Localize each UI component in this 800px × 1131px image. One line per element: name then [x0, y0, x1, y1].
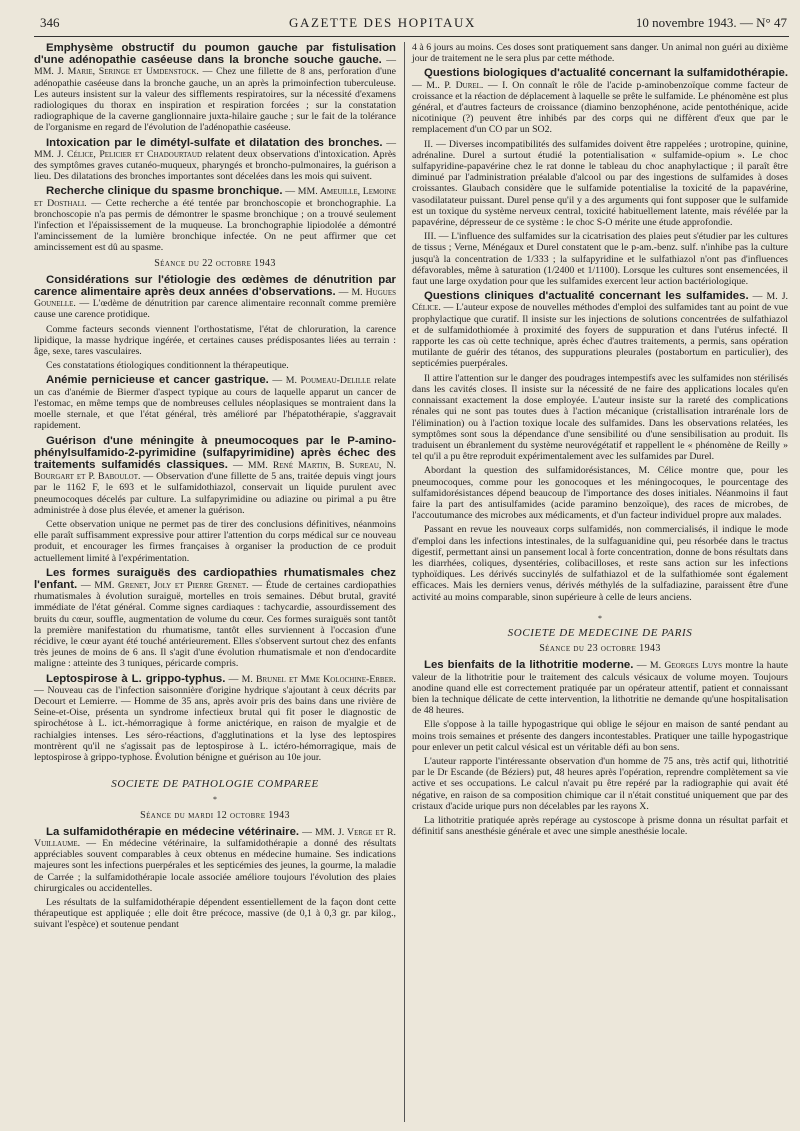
seance-heading: Séance du 22 octobre 1943	[154, 257, 276, 269]
section-heading: SOCIETE DE MEDECINE DE PARIS	[507, 626, 693, 639]
article-title: La sulfamidothérapie en médecine vétérinaire.	[46, 825, 300, 838]
article-body: En médecine vétérinaire, la sulfamidothérapie a donné des résultats appréciables souvent comparables à ceux obtenus en médecine humaine. Ses indications majeures sont les infections puerpérales et les septicémies des jeunes, la gourme, la maladie de Carrée ; la sulfamidothérapie locale associée améliore toujours l'évolution des plaies chirurgicales ou accidentelles.	[34, 838, 397, 894]
journal-title: GAZETTE DES HOPITAUX	[289, 15, 476, 30]
page-header	[34, 12, 789, 37]
ornament-star: *	[598, 613, 602, 623]
article-paragraph: Ces constatations étiologiques conditionnent la thérapeutique.	[46, 360, 289, 372]
article-spasme: Recherche clinique du spasme bronchique. — MM. Ameuille, Lemoine et Dosthali. — Cette recherche a été tentée par bronchoscopie et bronchographie. La bronchoscopie n'a pas permis de démontrer le spasme bronchique ; on a trouvé seulement l'infection et l'épaississement de la muqueuse. La bronchographie lipiodolée a démontré l'amincissement de la lumière bronchique infectée. On ne peut affirmer que cet amincissement est dû au spasme.	[34, 185, 396, 254]
article-authors: M. Poumeau-Delille	[285, 375, 371, 387]
article-questions-cliniques: Questions cliniques d'actualité concernant les sulfamides. — M. J. Célice. — L'auteur expose de nouvelles méthodes d'emploi des sulfamides tant au point de vue prophylactique que curatif. Il insiste sur les injections de solutions concentrées de sulfathiazol et de sulfamidothiomée à proximité des foyers de suppuration et dans l'utérus infecté. Il rapporte les cas où cette technique, après échec d'autres traitements, a permis, sans opération mutilante de guérir des tétanos, des suppurations pleurales (postabortum en particulier), des septicémies puerpérales.	[412, 290, 788, 370]
article-body: Nouveau cas de l'infection saisonnière d'origine hydrique s'ajoutant à ceux décrits par Decourt et Lemierre. — Homme de 35 ans, après avoir pris des bains dans une rivière de Seine-et-Oise, présenta un syndrome infectieux brutal qui fit poser le diagnostic de spirochétose à L. ict.-hémorragique à forme anictérique, en raison de myalgie et de rachialgies intenses. Les séro-réactions, d'agglutinations et la lyse des leptospires montrèrent qu'il ne s'agissait pas de leptospirose à L. ictéro-hémorragique, mais de leptospirose à grippo-typhose. Évolution bénigne et guérison au 10e jour.	[34, 684, 396, 763]
article-title: Recherche clinique du spasme bronchique.	[46, 185, 283, 198]
article-authors: MM. René Martin, B. Sureau, N. Bourgart et P. Baboulot.	[34, 459, 396, 483]
article-paragraph: L'auteur rapporte l'intéressante observation d'un homme de 75 ans, très actif qui, lithotritié par le Dr Escande (de Béziers) put, 48 heures après l'opération, reprendre complètement sa vie active et ses occupations. Le calcul n'avait pu être repéré par la radiographie qui avait été négative, en raison de sa composition chimique car il n'était constitué uniquement que par des cristaux d'acide urique purs non décelables par les rayons X.	[412, 755, 788, 812]
article-title: Considérations sur l'étiologie des œdèmes de dénutrition par carence alimentaire après deux années d'observations.	[34, 273, 396, 299]
article-lithotritie: Les bienfaits de la lithotritie moderne. — M. Georges Luys montre la haute valeur de la lithotritie pour le traitement des calculs vésicaux de volume moyen. Toujours anodine quand elle est correctement pratiquée par un opérateur attentif, patient et connaissant bien la technique délicate de cette intervention, la lithotritie ne demande qu'une hospitalisation de 48 heures.	[412, 659, 788, 717]
article-anemie: Anémie pernicieuse et cancer gastrique. — M. Poumeau-Delille relate un cas d'anémie de Biermer d'aspect typique au cours de laquelle apparut un cancer de l'estomac, en même temps que de nombreuses cellules néoplasiques se montraient dans la moelle sternale, et que l'état général, très amélioré par l'hépatothérapie, s'aggravait rapidement.	[34, 374, 396, 432]
article-body: Chez une fillette de 8 ans, perforation d'une adénopathie caséeuse dans la bronche gauche, un an après la primoinfection tuberculeuse. Les auteurs insistent sur la valeur des sifflements respiratoires, sur la nécessité d'examens radiologiques du thorax en inspiration et respiration forcées ; sur la constatation radiographique de la caverne ganglionnaire juxta-hilaire gauche ; sur le fait de la tolérance de l'organisme en regard de l'évolution de l'adénopathie caséeuse.	[34, 66, 396, 134]
article-title: Leptospirose à L. grippo-typhus.	[46, 672, 226, 685]
article-body: montre la haute valeur de la lithotritie pour le traitement des calculs vésicaux de volume moyen. Toujours anodine quand elle est correctement pratiquée par un opérateur attentif, patient et connaissant bien la technique délicate de cette intervention, la lithotritie ne demande qu'une hospitalisation de 48 heures.	[412, 660, 788, 717]
article-authors: MM. J. Marie, Seringe et Umdenstock.	[34, 66, 199, 78]
article-body: I. On connaît le rôle de l'acide p-aminobenzoïque comme facteur de croissance et la réaction de déplacement à laquelle se prête le sulfamide. Le phénomène est plus général, et d'autres facteurs de croissance (diamino benzophénone, acide pentothénique, acide nicotinique (?) peuvent être inhibés par des corps qui ne diffèrent d'eux que par le remplacement d'un CO par un SO2.	[412, 79, 788, 136]
article-body: relatent deux observations d'intoxication. Après des symptômes graves cutanéo-muqueux, pharyngés et broncho-pulmonaires, la guérison a lieu. Des dilatations des bronches importantes sont décelées dans les mois qui suivent.	[34, 148, 396, 183]
article-paragraph: III. — L'influence des sulfamides sur la cicatrisation des plaies peut s'étudier par les cultures de tissus ; Verne, Ménégaux et Durel constatent que le p-am.-benz. sulf. n'inhibe pas la culture jusqu'à la concentration de 1/333 ; la sulfapyridine et le sulfathiazol n'ont pas d'influences défavorables, même à saturation (1/2400 et 1/1100). Lorsque les cultures sont ensemencées, il faut une large oxydation pour que les sulfamides exercent leur action bactériologique.	[412, 231, 788, 288]
article-body: Observation d'une fillette de 5 ans, traitée depuis vingt jours par le 1162 F, le 693 et le sulfamidothiazol, conservait un liquide purulent avec pneumocoques décelés par culture. La sulfapyrimidine ou adiazine ou pirimal a pu être administrée à dose plus élevée, et amener la guérison.	[34, 471, 396, 516]
section-heading: SOCIETE DE PATHOLOGIE COMPAREE	[111, 778, 319, 791]
article-body: Cette recherche a été tentée par bronchoscopie et bronchographie. La bronchoscopie n'a pas permis de démontrer le spasme bronchique ; on a trouvé seulement l'infection et l'épaississement de la muqueuse. La bronchographie lipiodolée a démontré l'amincissement de la lumière bronchique infectée. On ne peut affirmer que cet amincissement est dû au spasme.	[34, 197, 396, 254]
article-title: Guérison d'une méningite à pneumocoques par le P-amino-phénylsulfamido-2-pyrimidine (sulfapyrimidine) après échec des traitements sulfamidés classiques.	[34, 434, 396, 471]
article-paragraph: Comme facteurs seconds viennent l'orthostatisme, l'état de chloruration, la carence lipidique, la masse hydrique ingérée, et certaines causes prédisposantes liées au terrain : âge, sexe, tares vasculaires.	[34, 323, 396, 358]
article-title: Anémie pernicieuse et cancer gastrique.	[46, 374, 269, 387]
article-title: Questions cliniques d'actualité concernant les sulfamides.	[424, 290, 749, 303]
article-cardiopathies: Les formes suraiguës des cardiopathies rhumatismales chez l'enfant. — MM. Grenet, Joly et Pierre Grenet. — Étude de certaines cardiopathies rhumatismales à évolution suraiguë, mortelles en trois semaines. Début brutal, gravité immédiate de l'état général. Comme signes cardiaques : tachycardie, assourdissement des bruits du cœur, souffle, augmentation de volume du cœur. Ces formes suraiguës sont tantôt la première manifestation du rhumatisme, tantôt elles surviennent à l'occasion d'une récidive, le cœur ayant été touché antérieurement. Elles s'observent surtout chez des enfants très jeunes de moins de 6 ans. Il s'agit d'une évolution rhumatismale et non d'endocardite maligne : atteinte des 3 tuniques, péricarde compris.	[34, 566, 397, 670]
article-body: L'auteur expose de nouvelles méthodes d'emploi des sulfamides tant au point de vue prophylactique que curatif. Il insiste sur les injections de solutions concentrées de sulfathiazol et de sulfamidothiomée à proximité des foyers de suppuration et dans l'utérus infecté. Il rapporte les cas où cette technique, après échec d'autres traitements, a permis, sans opération mutilante de guérir des tétanos, des suppurations pleurales (postabortum en particulier), des septicémies puerpérales.	[412, 302, 788, 370]
issue-dateline: 10 novembre 1943. — N° 47	[635, 15, 787, 30]
article-authors: MM. J. Verge et R. Vuillaume.	[34, 826, 396, 849]
article-title: Intoxication par le dimétyl-sulfate et dilatation des bronches.	[46, 136, 383, 149]
article-leptospirose: Leptospirose à L. grippo-typhus. — M. Brunel et Mme Kolochine-Erber. — Nouveau cas de l'infection saisonnière d'origine hydrique s'ajoutant à ceux décrits par Decourt et Lemierre. — Homme de 35 ans, après avoir pris des bains dans une rivière de Seine-et-Oise, présenta un syndrome infectieux brutal qui fit poser le diagnostic de spirochétose à L. ict.-hémorragique à forme anictérique, en raison de myalgie et de rachialgies intenses. Les séro-réactions, d'agglutinations et la lyse des leptospires montrèrent qu'il ne s'agissait pas de leptospirose à L. ictéro-hémorragique, mais de leptospirose à grippo-typhose. Évolution bénigne et guérison au 10e jour.	[34, 672, 396, 763]
column-divider	[404, 42, 405, 1122]
article-paragraph: Cette observation unique ne permet pas de tirer des conclusions définitives, néanmoins elle paraît suffisamment expressive pour attirer l'attention du corps médical sur ce nouveau produit, et encourager les firmes françaises à organiser la production de ce produit actuellement limité à l'expérimentation.	[34, 518, 396, 564]
article-intoxication: Intoxication par le dimétyl-sulfate et dilatation des bronches. — MM. J. Célice, Pelicier et Chadourtaud relatent deux observations d'intoxication. Après des symptômes graves cutanéo-muqueux, pharyngés et broncho-pulmonaires, la guérison a lieu. Des dilatations des bronches importantes sont décelées dans les mois qui suivent.	[34, 136, 396, 183]
seance-heading: Séance du mardi 12 octobre 1943	[140, 809, 290, 821]
article-veterinaire: La sulfamidothérapie en médecine vétérinaire. — MM. J. Verge et R. Vuillaume. — En médecine vétérinaire, la sulfamidothérapie a donné des résultats appréciables souvent comparables à ceux obtenus en médecine humaine. Ses indications majeures sont les infections puerpérales et les septicémies des jeunes, la gourme, la maladie de Carrée ; la sulfamidothérapie locale associée améliore toujours l'évolution des plaies chirurgicales ou accidentelles.	[34, 825, 397, 894]
article-paragraph: 4 à 6 jours au moins. Ces doses sont pratiquement sans danger. Un animal non guéri au dixième jour de traitement ne le sera plus par cette méthode.	[412, 42, 788, 65]
article-title: Questions biologiques d'actualité concernant la sulfamidothérapie.	[424, 67, 788, 80]
article-paragraph: Elle s'oppose à la taille hypogastrique qui oblige le séjour en maison de santé pendant au moins trois semaines et présente des dangers incontestables. Pratiquer une taille hypogastrique pour enlever un petit calcul vésical est un véritable défi au bon sens.	[412, 719, 788, 753]
article-body: L'œdème de dénutrition par carence alimentaire reconnaît comme première cause une carence protidique.	[34, 298, 396, 321]
article-title: Emphysème obstructif du poumon gauche par fistulisation d'une adénopathie caséeuse dans la bronche souche gauche.	[34, 42, 396, 67]
article-body: Étude de certaines cardiopathies rhumatismales à évolution suraiguë, mortelles en trois semaines. Début brutal, gravité immédiate de l'état général. Comme signes cardiaques : tachycardie, assourdissement des bruits du cœur, souffle, augmentation de volume du cœur. Ces formes suraiguës sont tantôt la première manifestation du rhumatisme, tantôt elles surviennent à l'occasion d'une récidive, le cœur ayant été touché antérieurement. Elles s'observent surtout chez des enfants très jeunes de moins de 6 ans. Il s'agit d'une évolution rhumatismale et non d'endocardite maligne : atteinte des 3 tuniques, péricarde compris.	[34, 579, 397, 670]
article-authors: MM. Ameuille, Lemoine et Dosthali.	[34, 186, 396, 209]
article-title: Les formes suraiguës des cardiopathies rhumatismales chez l'enfant.	[34, 566, 396, 591]
article-paragraph: Abordant la question des sulfamidorésistances, M. Célice montre que, pour les pneumocoques, comme pour les gonocoques et les méningocoques, le pourcentage des sulfamidorésistances dépend beaucoup de l'importance des doses initiales. Néanmoins il faut faire la part des antisulfamides (acide paramino benzoïque), des races de microbes, de l'accoutumance des microbes aux médicaments, et d'un facteur individuel propre aux malades.	[412, 465, 788, 522]
article-questions-biologiques: Questions biologiques d'actualité concernant la sulfamidothérapie. — M.. P. Durel. — I. On connaît le rôle de l'acide p-aminobenzoïque comme facteur de croissance et la réaction de déplacement à laquelle se prête le sulfamide. Le phénomène est plus général, et d'autres facteurs de croissance (diamino benzophénone, acide pentothénique, acide nicotinique (?) peuvent être inhibés par des corps qui ne diffèrent d'eux que par le remplacement d'un CO par un SO2.	[412, 67, 788, 136]
article-paragraph: La lithotritie pratiquée après repérage au cystoscope à prisme donna un résultat parfait et définitif sans anesthésie générale et avec une simple anesthésie locale.	[412, 815, 788, 838]
article-paragraph: II. — Diverses incompatibilités des sulfamides doivent être rappelées ; urotropine, quinine, adrénaline. Durel a surtout étudié la potentialisation « sulfamide-opium ». Le choc sulfapyridine-papavérine chez le rat donne le tableau du choc anaphylactique ; il paraît être diminué par l'administration préalable d'alcool ou par des ingestions de sulfamides à doses croissantes. Glaubach considère que le sulfamide potentialise la toxicité de la papavérine, vasodilatateur puissant. Durel pense qu'il y a des arguments qui font supposer que le sulfamide est un toxique du système nerveux central, toxicité habituellement latente, mais révélée par la papavérine, dépresseur de ce système : le choc S-O mérite une étude approfondie.	[412, 138, 788, 229]
article-authors: M. Georges Luys	[649, 660, 722, 672]
article-paragraph: Il attire l'attention sur le danger des poudrages intempestifs avec les sulfamides non stérilisés dans les cavités closes. Il insiste sur la nécessité de ne faire des applications locales qu'en connaissant exactement la dose employée. L'auteur insiste sur la rareté des complications rénales qui ne sont pas toutes dues à l'action mécanique (cristallisation intrarénale lors de l'élimination) ou à l'action toxique locale des sulfamides. Dans les observations relatées, les symptômes sont sous la dépendance d'une sensibilité ou d'une sensibilisation au produit. Ils traduisent un ébranlement du système neurovégétatif et rappellent le « phénomène de Reilly » tel qu'il a pu être reproduit expérimentalement avec les sulfamides par Durel.	[412, 372, 788, 463]
article-authors: M. Brunel et Mme Kolochine-Erber.	[241, 673, 396, 685]
article-title: Les bienfaits de la lithotritie moderne.	[424, 659, 634, 672]
article-authors: MM. Grenet, Joly et Pierre Grenet.	[94, 579, 249, 591]
page-number: 346	[40, 15, 60, 30]
article-paragraph: Les résultats de la sulfamidothérapie dépendent essentiellement de la façon dont cette thérapeutique est appliquée ; elle doit être précoce, massive (de 0,1 à 0,3 gr. par kilog., suivant l'espèce) et soutenue pendant	[34, 897, 396, 931]
article-emphyseme: Emphysème obstructif du poumon gauche par fistulisation d'une adénopathie caséeuse dans la bronche souche gauche. — MM. J. Marie, Seringe et Umdenstock. — Chez une fillette de 8 ans, perforation d'une adénopathie caséeuse dans la bronche gauche, un an après la primoinfection tuberculeuse. Les auteurs insistent sur la valeur des sifflements respiratoires, sur la nécessité d'examens radiologiques du thorax en inspiration et respiration forcées ; sur la constatation radiographique de la caverne ganglionnaire juxta-hilaire gauche ; sur le fait de la tolérance de l'organisme en regard de l'évolution de l'adénopathie caséeuse.	[34, 42, 396, 134]
article-meningite: Guérison d'une méningite à pneumocoques par le P-amino-phénylsulfamido-2-pyrimidine (sulfapyrimidine) après échec des traitements sulfamidés classiques. — MM. René Martin, B. Sureau, N. Bourgart et P. Baboulot. — Observation d'une fillette de 5 ans, traitée depuis vingt jours par le 1162 F, le 693 et le sulfamidothiazol, conservait un liquide purulent avec pneumocoques décelés par culture. La sulfapyrimidine ou adiazine ou pirimal a pu être administrée à dose plus élevée, et amener la guérison.	[34, 434, 396, 516]
article-authors: M.. P. Durel.	[426, 79, 484, 91]
article-paragraph: Passant en revue les nouveaux corps sulfamidés, non commercialisés, il indique le mode d'emploi dans les infections intestinales, de la sulfaguanidine qui, peu résorbée dans le tractus digestif, permettant ainsi un pansement local à forte concentration, donne de bons résultats dans les diarrhées, coliques, dysentéries, colibacilloses, et reste sans action sur les infections typhoïdiques. Les dérivés succinylés de sulfathiazol et de la sulfathiomée sont également efficaces. Mais les derniers venus, dérivés méthylés de la sulfadiazine, paraissent être d'une activité au moins comparable, sinon supérieure à celle de leurs anciens.	[412, 524, 788, 603]
ornament-star: *	[213, 795, 217, 805]
article-authors: M. Hugues Gounelle.	[34, 287, 396, 310]
article-authors: MM. J. Célice, Pelicier et Chadourtaud	[34, 148, 202, 160]
seance-heading: Séance du 23 octobre 1943	[539, 643, 661, 655]
article-oedemes: Considérations sur l'étiologie des œdèmes de dénutrition par carence alimentaire après deux années d'observations. — M. Hugues Gounelle. — L'œdème de dénutrition par carence alimentaire reconnaît comme première cause une carence protidique.	[34, 273, 396, 321]
left-column	[34, 42, 396, 934]
article-body: relate un cas d'anémie de Biermer d'aspect typique au cours de laquelle apparut un cancer de l'estomac, en même temps que de nombreuses cellules néoplasiques se montraient dans la moelle sternale, et que l'état général, très amélioré par l'hépatothérapie, s'aggravait rapidement.	[34, 375, 396, 432]
right-column	[412, 42, 788, 840]
article-authors: M. J. Célice.	[412, 291, 788, 314]
